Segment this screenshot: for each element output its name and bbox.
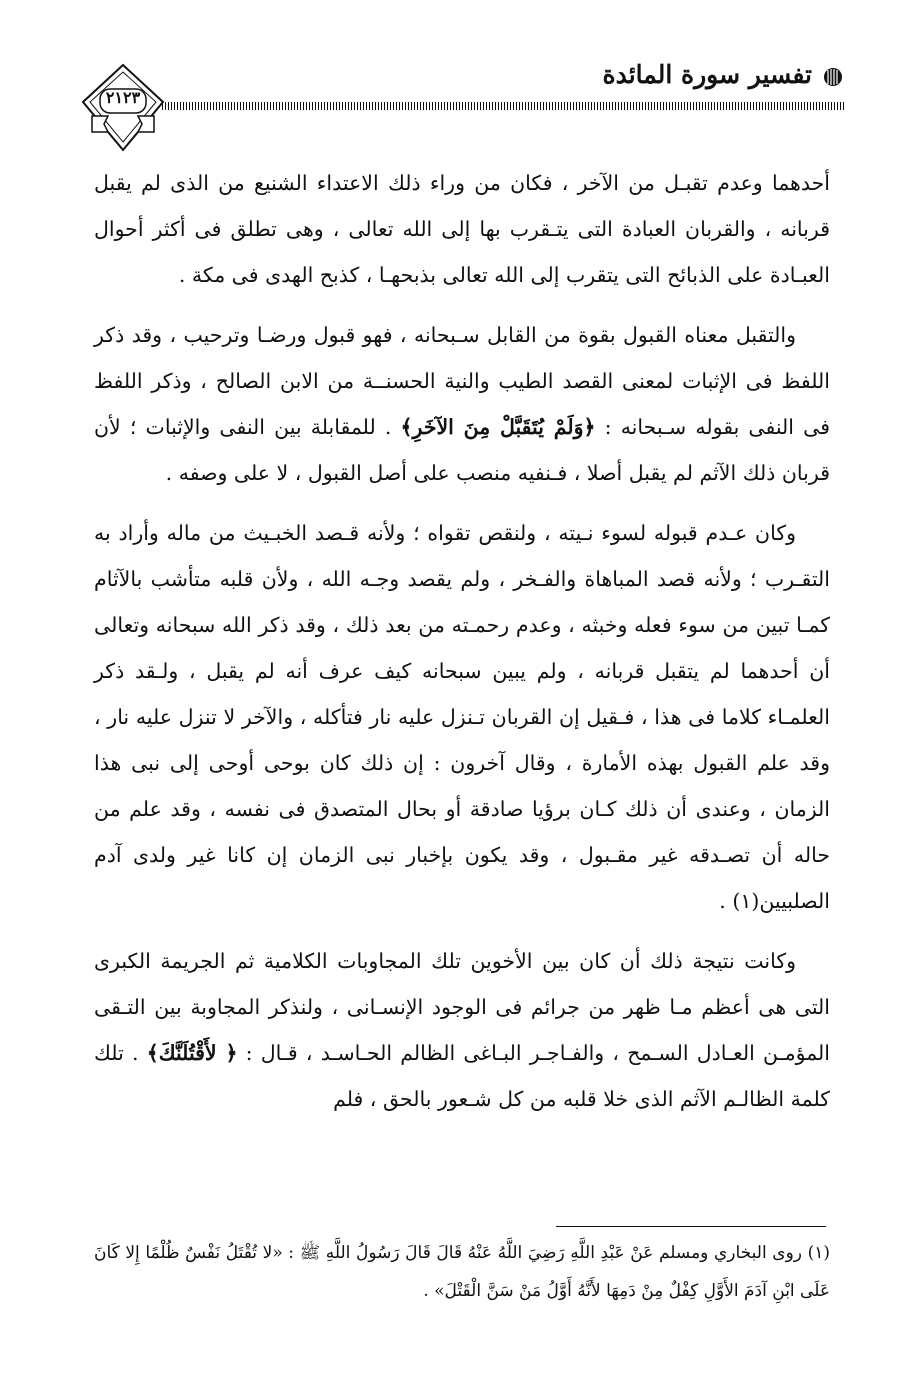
paragraph-2-before: والتقبل معناه القبول بقوة من القابل سـبحانه ، فهو قبول ورضـا وترحيب ، وقد ذكر اللفظ فى الإثبات لمعنى القصد الطيب والنية الحسنــة من الابن الصالح ، وذكر اللفظ فى النفى بقوله سـبحانه : [94, 323, 831, 439]
quran-quote: ﴿وَلَمْ يُتَقَبَّلْ مِنَ الآخَرِ﴾ [400, 415, 596, 439]
paragraph-2-after: . للمقابلة بين النفى والإثبات ؛ لأن قربان ذلك الآثم لم يقبل أصلا ، فـنفيه منصب على أصل القبول ، لا على وصفه . [94, 415, 830, 485]
paragraph-4-after: . تلك كلمة الظالـم الآثم الذى خلا قلبه من كل شـعور بالحق ، فلم [94, 1041, 830, 1111]
page-number-badge-icon [78, 62, 168, 152]
page-header [78, 62, 844, 122]
footnote: (١) روى البخاري ومسلم عَنْ عَبْدِ اللَّهِ رَضِيَ اللَّهُ عَنْهُ قَالَ قَالَ رَسُولُ اللَّهِ ﷺ : «لا تُقْتَلُ نَفْسٌ ظُلْمًا إِلا كَانَ عَلَى ابْنِ آدَمَ الأَوَّلِ كِفْلٌ مِنْ دَمِهَا لأَنَّهُ أَوَّلُ مَنْ سَنَّ الْقَتْلَ» . [94, 1243, 830, 1301]
page-number: ٢١٢٣ [105, 88, 141, 107]
main-text [94, 160, 830, 1136]
running-title: تفسير سورة المائدة [602, 60, 812, 89]
quran-quote: ﴿ لأَقْتُلَنَّكَ﴾ [146, 1041, 238, 1065]
paragraph-1: أحدهما وعدم تقبـل من الآخر ، فكان من وراء ذلك الاعتداء الشنيع من الذى لم يقبل قربانه ، والقربان العبادة التى يتـقرب بها إلى الله تعالى ، وهى تطلق فى أكثر أحوال العبـادة على الذبائح التى يتقرب إلى الله تعالى بذبحهـا ، كذبح الهدى فى مكة . [94, 171, 830, 287]
paragraph-2 [94, 312, 830, 496]
paragraph-4 [94, 938, 830, 1122]
ornament-bullet-icon [822, 66, 844, 88]
header-hatch-rule [162, 102, 844, 110]
paragraph-3: وكان عـدم قبوله لسوء نـيته ، ولنقص تقواه ؛ ولأنه قـصد الخبـيث من ماله وأراد به التقـرب ؛ ولأنه قصد المباهاة والفـخر ، ولم يقصد وجـه الله ، ولأن قلبه متأشب بالآثام كمـا تبين من سوء فعله وخبثه ، وعدم رحمـته من بعد ذلك ، وقد ذكر الله سبحانه وتعالى أن أحدهما لم يتقبل قربانه ، ولم يبين سبحانه كيف عرف أنه لم يقبل ، ولـقد ذكر العلمـاء كلاما فى هذا ، فـقيل إن القربان تـنزل عليه نار فتأكله ، والآخر لا تنزل عليه نار ، وقد علم القبول بهذه الأمارة ، وقال آخرون : إن ذلك كان بوحى أوحى إلى نبى هذا الزمان ، وعندى أن ذلك كـان برؤيا صادقة أو بحال المتصدق فى نفسه ، وقد علم من حاله أن تصـدقه غير مقـبول ، وقد يكون بإخبار نبى الزمان إن كانا غير ولدى آدم الصلبيين(١) . [94, 521, 830, 913]
footnote-divider [556, 1226, 826, 1227]
paragraph-4-before: وكانت نتيجة ذلك أن كان بين الأخوين تلك المجاوبات الكلامية ثم الجريمة الكبرى التى هى أعظم مـا ظهر من جرائم فى الوجود الإنسـانى ، ولنذكر المجاوبة بين التـقى المؤمـن العـادل السـمح ، والفـاجـر البـاغى الظالم الحـاسـد ، قـال : [94, 949, 830, 1065]
